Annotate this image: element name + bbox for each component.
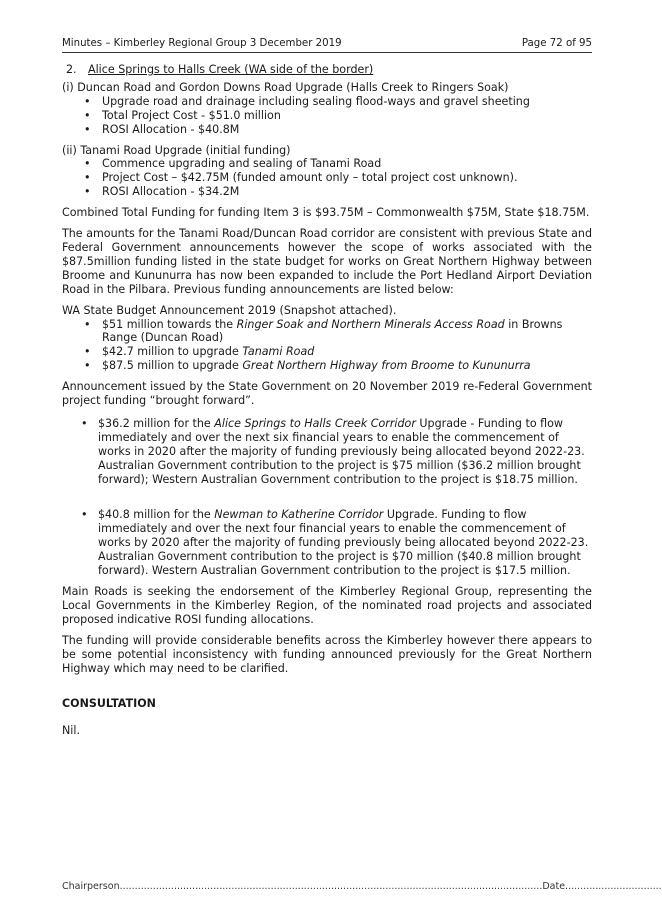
- section-heading: [62, 63, 592, 77]
- list-item: • ROSI Allocation - $34.2M: [62, 185, 592, 199]
- corridor-paragraph: The amounts for the Tanami Road/Duncan Road corridor are consistent with previous State and Federal Government announcements however the scope of works associated with the $87.5million funding listed in the state budget for works on Great Northern Highway between Broome and Kununurra has now been expanded to include the Port Hedland Airport Deviation Road in the Pilbara. Previous funding announcements are listed below:: [62, 227, 592, 296]
- page-header: [62, 38, 592, 53]
- list-item: • $36.2 million for the Alice Springs to Halls Creek Corridor Upgrade - Funding to flow immediately and over the next six financial years to enable the commencement of works in 2020 after the majority of funding previously being allocated beyond 2022-23. Australian Government contribution to the project is $75 million ($36.2 million brought forward); Western Australian Government contribution to the project is $18.75 million.: [62, 417, 592, 487]
- project-ii-title: (ii) Tanami Road Upgrade (initial funding): [62, 143, 291, 157]
- consultation-body: Nil.: [62, 724, 80, 738]
- list-item: • Project Cost – $42.75M (funded amount only – total project cost unknown).: [62, 171, 592, 185]
- benefits-paragraph: The funding will provide considerable benefits across the Kimberley however there appears to be some potential inconsistency with funding announced previously for the Great Northern Highway which may need to be clarified.: [62, 633, 592, 675]
- page-content: [62, 63, 592, 738]
- list-item: • $51 million towards the Ringer Soak and Northern Minerals Access Road in Browns Range (Duncan Road): [62, 318, 592, 346]
- signature-line: Chairperson............................................................................................................................................Date................................: [62, 881, 662, 892]
- list-item: • Upgrade road and drainage including sealing flood-ways and gravel sheeting: [62, 95, 592, 109]
- section-title: Alice Springs to Halls Creek (WA side of the border): [88, 63, 374, 76]
- project-ii-list: [62, 157, 592, 199]
- announcement-intro: Announcement issued by the State Government on 20 November 2019 re-Federal Government project funding “brought forward”.: [62, 380, 592, 408]
- announcement-list: [62, 417, 592, 578]
- page-number: Page 72 of 95: [521, 38, 592, 49]
- list-item: • $42.7 million to upgrade Tanami Road: [62, 345, 592, 359]
- budget-list: [62, 318, 592, 374]
- budget-intro: WA State Budget Announcement 2019 (Snapshot attached).: [62, 303, 397, 317]
- list-item: • Commence upgrading and sealing of Tanami Road: [62, 157, 592, 171]
- endorsement-paragraph: Main Roads is seeking the endorsement of the Kimberley Regional Group, representing the Local Governments in the Kimberley Region, of the nominated road projects and associated proposed indicative ROSI funding allocations.: [62, 585, 592, 626]
- section-number: 2.: [66, 63, 77, 76]
- consultation-heading: CONSULTATION: [62, 697, 156, 711]
- project-i-list: [62, 95, 592, 137]
- project-i-title: (i) Duncan Road and Gordon Downs Road Upgrade (Halls Creek to Ringers Soak): [62, 80, 509, 94]
- list-item: • $87.5 million to upgrade Great Northern Highway from Broome to Kununurra: [62, 359, 592, 373]
- list-item: • ROSI Allocation - $40.8M: [62, 123, 592, 137]
- list-item: • Total Project Cost - $51.0 million: [62, 109, 592, 123]
- header-title: Minutes – Kimberley Regional Group 3 December 2019: [62, 38, 342, 49]
- combined-total-paragraph: Combined Total Funding for funding Item 3 is $93.75M – Commonwealth $75M, State $18.75M.: [62, 206, 590, 220]
- list-item: • $40.8 million for the Newman to Katherine Corridor Upgrade. Funding to flow immediately and over the next four financial years to enable the commencement of works by 2020 after the majority of funding previously being allocated beyond 2022-23. Australian Government contribution to the project is $70 million ($40.8 million brought forward). Western Australian Government contribution to the project is $17.5 million.: [62, 508, 592, 578]
